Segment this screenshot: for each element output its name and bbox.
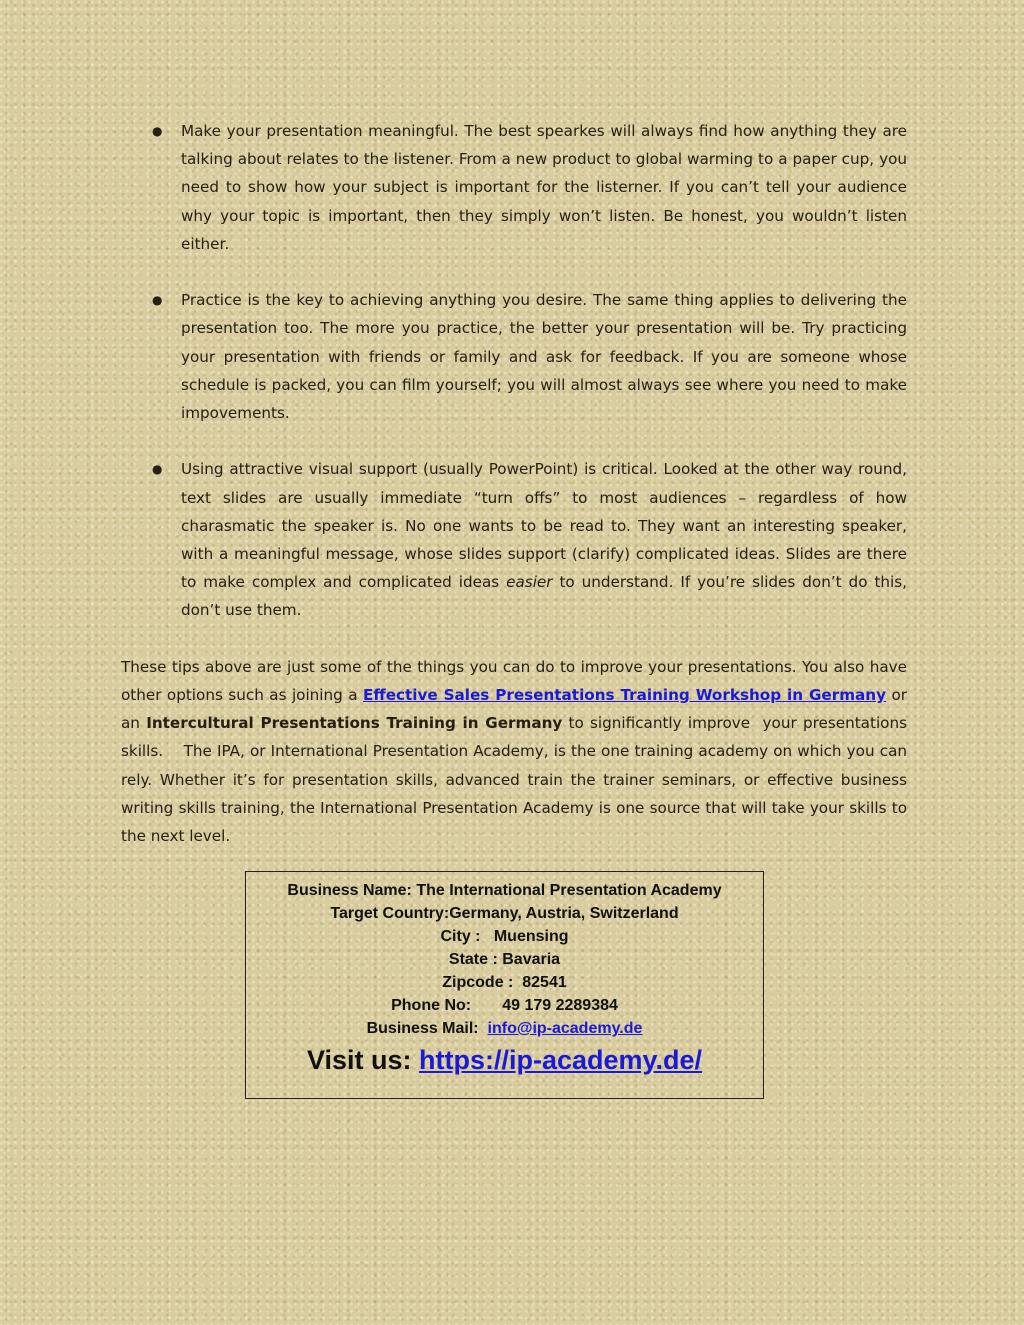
zipcode: Zipcode : 82541 — [442, 974, 567, 991]
city: City : Muensing — [440, 928, 569, 945]
tips-list — [121, 117, 907, 625]
tip-text: Practice is the key to achieving anything you desire. The same thing applies to delivering the presentation too. The more you practice, the better your presentation will be. Try practicing your presentation with friends or family and ask for feedback. If you are someone whose schedule is packed, you can film yourself; you will almost always see where you need to make impovements. — [181, 291, 907, 423]
document-page — [121, 117, 912, 850]
tip-text — [181, 460, 907, 619]
business-mail — [246, 1017, 763, 1040]
intercultural-training-text: Intercultural Presentations Training in Germany — [146, 714, 563, 733]
tip-emphasis: easier — [506, 573, 553, 592]
closing-text-3: to significantly improve your presentations skills. The IPA, or International Presentation Academy, is the one training academy on which you can rely. Whether it’s for presentation skills, advanced train the trainer seminars, or effective business writing skills training, the International Presentation Academy is one source that will take your skills to the next level. — [121, 714, 912, 846]
mail-link[interactable]: info@ip-academy.de — [487, 1020, 643, 1037]
list-item — [121, 117, 907, 258]
state: State : Bavaria — [448, 951, 561, 968]
bullet-icon: ● — [152, 293, 163, 308]
contact-info-box — [245, 871, 764, 1099]
visit-us — [246, 1040, 763, 1080]
bullet-icon: ● — [152, 124, 163, 138]
workshop-link[interactable]: Effective Sales Presentations Training Workshop in Germany — [363, 686, 887, 705]
phone-number: Phone No: 49 179 2289384 — [391, 997, 618, 1014]
business-name: Business Name: The International Presentation Academy — [287, 882, 722, 899]
visit-label: Visit us: — [306, 1045, 419, 1075]
closing-text-2: or an — [121, 686, 908, 733]
tip-text-before: Using attractive visual support (usually PowerPoint) is critical. Looked at the other way round, text slides are usually immediate “turn offs” to most audiences – regardless of how charasmatic the speaker is. No one wants to be read to. They want an interesting speaker, with a meaningful message, whose slides support (clarify) complicated ideas. Slides are there to make complex and complicated ideas — [181, 460, 907, 592]
bullet-icon: ● — [152, 462, 163, 477]
target-country: Target Country:Germany, Austria, Switzerland — [330, 905, 679, 922]
mail-label: Business Mail: — [366, 1020, 488, 1037]
closing-text-1: These tips above are just some of the things you can do to improve your presentations. You also have other options such as joining a — [121, 657, 907, 705]
list-item — [121, 286, 907, 427]
list-item — [121, 455, 907, 624]
tip-text: Make your presentation meaningful. The best spearkes will always find how anything they are talking about relates to the listener. From a new product to global warming to a paper cup, you need to show how your subject is important for the listerner. If you can’t tell your audience why your topic is important, then they simply won’t listen. Be honest, you wouldn’t listen either. — [181, 122, 907, 253]
closing-paragraph — [121, 653, 912, 850]
website-link[interactable]: https://ip-academy.de/ — [418, 1045, 703, 1075]
tip-text-after: to understand. If you’re slides don’t do this, don’t use them. — [181, 573, 907, 620]
